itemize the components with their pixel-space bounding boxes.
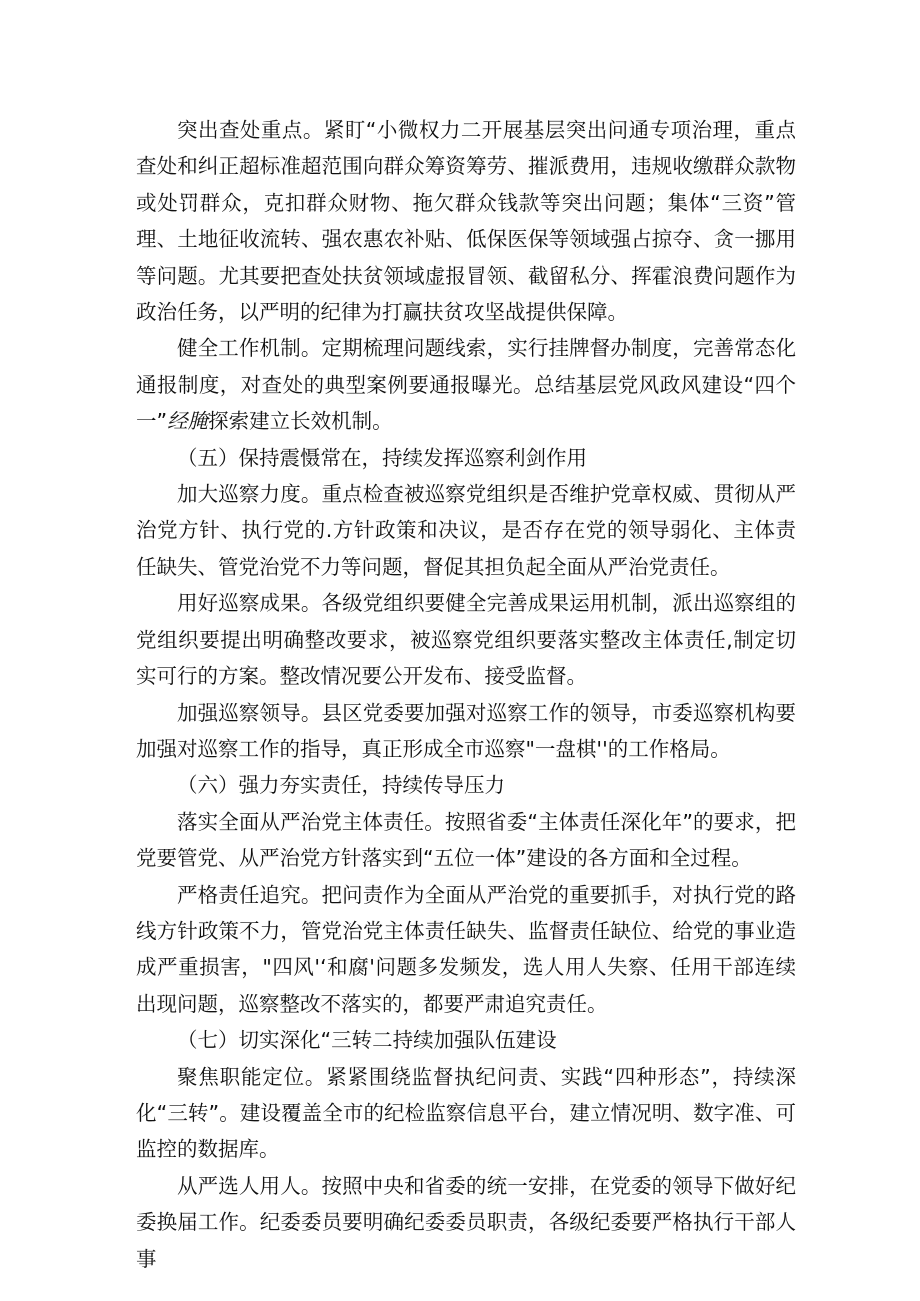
paragraph-italic-text: 经腌	[167, 409, 209, 434]
paragraph-personnel-selection: 从严选人用人。按照中央和省委的统一安排，在党委的领导下做好纪委换届工作。纪委委员要明确纪委委员职责，各级纪委要严格执行干部人事	[136, 1173, 796, 1271]
paragraph-accountability: 严格责任追究。把问责作为全面从严治党的重要抓手，对执行党的路线方针政策不力，管党治党主体责任缺失、监督责任缺位、给党的事业造成严重损害，"四风'‘和腐'问题多发频发，选人用人失察、任用干部连续出现问题，巡察整改不落实的，都要严肃追究责任。	[136, 882, 796, 1016]
paragraph-inspection-intensity: 加大巡察力度。重点检查被巡察党组织是否维护党章权威、贯彻从严治党方针、执行党的.方针政策和决议，是否存在党的领导弱化、主体责任缺失、管党治党不力等问题，督促其担负起全面从严治党责任。	[136, 482, 796, 579]
paragraph-inspection-leadership: 加强巡察领导。县区党委要加强对巡察工作的领导，市委巡察机构要加强对巡察工作的指导，真正形成全市巡察"一盘棋''的工作格局。	[136, 700, 796, 761]
section-heading-6: （六）强力夯实责任，持续传导压力	[177, 773, 505, 798]
paragraph-improve-mechanism	[136, 330, 796, 439]
section-heading-5: （五）保持震慑常在，持续发挥巡察利剑作用	[177, 445, 587, 470]
paragraph-inspection-results: 用好巡察成果。各级党组织要健全完善成果运用机制，派出巡察组的党组织要提出明确整改要求，被巡察党组织要落实整改主体责任,制定切实可行的方案。整改情况要公开发布、接受监督。	[136, 591, 796, 689]
paragraph-text: 健全工作机制。定期梳理问题线索，实行挂牌督办制度，完善常态化通报制度，对查处的典型案例要通报曝光。总结基层党风政风建设“四个一”	[136, 336, 796, 434]
paragraph-main-responsibility: 落实全面从严治党主体责任。按照省委“主体责任深化年”的要求，把党要管党、从严治党方针落实到“五位一体”建设的各方面和全过程。	[136, 809, 796, 871]
paragraph-highlight-key-cases: 突出查处重点。紧盯“小微权力二开展基层突出问通专项治理，重点查处和纠正超标准超范围向群众筹资筹劳、摧派费用，违规收缴群众款物或处罚群众，克扣群众财物、拖欠群众钱款等突出问题；集体“三资”管理、土地征收流转、强农惠农补贴、低保医保等领域强占掠夺、贪一挪用等问题。尤其要把查处扶贫领域虚报冒领、截留私分、挥霍浪费问题作为政治任务，以严明的纪律为打赢扶贫攻坚战提供保障。	[136, 118, 796, 325]
document-body	[136, 112, 796, 1277]
paragraph-text: 探索建立长效机制。	[208, 409, 393, 434]
paragraph-function-positioning: 聚焦职能定位。紧紧围绕监督执纪问责、实践“四种形态”，持续深化“三转”。建设覆盖全市的纪检监察信息平台，建立情况明、数字准、可监控的数据库。	[136, 1064, 796, 1162]
section-heading-7: （七）切实深化“三转二持续加强队伍建设	[177, 1028, 557, 1053]
